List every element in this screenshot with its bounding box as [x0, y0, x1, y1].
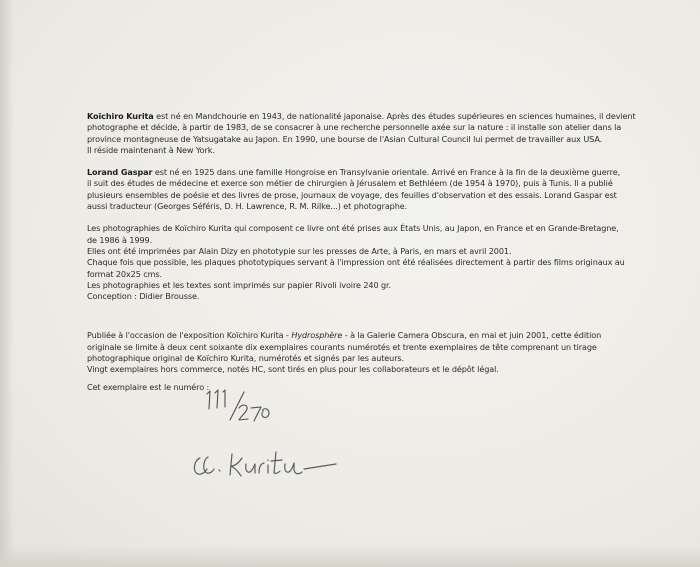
section-gap [87, 316, 617, 330]
edition-notice [87, 330, 617, 375]
credits-line-3: Elles ont été imprimées par Alain Dizy en phototypie sur les presses de Arte, à Paris, en mars et avril 2001. [87, 245, 512, 256]
colophon-text-block [87, 111, 636, 393]
gaspar-bio-line-2: il suit des études de médecine et exerce son métier de chirurgien à Jérusalem et Bethléem (de 1954 à 1970), puis à Tunis. Il a publié [87, 178, 613, 189]
gaspar-bio-text-1: est né en 1925 dans une famille Hongroise en Transylvanie orientale. Arrivé en France à la fin de la deuxième guerre, [152, 167, 621, 178]
copy-number-label: Cet exemplaire est le numéro : [87, 381, 210, 392]
credits-line-5: format 20x25 cms. [87, 268, 162, 279]
edition-line-3: photographique original de Koïchiro Kurita, numérotés et signés par les auteurs. [87, 353, 405, 364]
kurita-bio-text-1: est né en Mandchourie en 1943, de nationalité japonaise. Après des études supérieures en sciences humaines, il devient [153, 111, 636, 121]
edition-text-1b: - à la Galerie Camera Obscura, en mai et juin 2001, cette édition [344, 330, 602, 341]
edition-line-1 [87, 330, 617, 341]
edition-text-1a: Publiée à l'occasion de l'exposition Koïchiro Kurita - [87, 330, 289, 341]
kurita-name: Koïchiro Kurita [87, 111, 154, 121]
gaspar-bio-line-3: plusieurs ensembles de poésie et des livres de prose, journaux de voyage, des feuilles d'observation et des essais. Lorand Gaspar est [87, 189, 617, 200]
kurita-biography [87, 111, 636, 156]
gaspar-biography [87, 167, 621, 212]
credits-line-6: Les photographies et les textes sont imprimés sur papier Rivoli ivoire 240 gr. [87, 279, 391, 290]
edition-line-4: Vingt exemplaires hors commerce, notés HC, sont tirés en plus pour les collaborateurs et le dépôt légal. [87, 364, 499, 375]
gaspar-name: Lorand Gaspar [87, 167, 153, 178]
exhibition-title: Hydrosphère [291, 330, 343, 341]
credits-line-1: Les photographies de Koïchiro Kurita qui composent ce livre ont été prises aux États Unis, au Japon, en France et en Grande-Bretagne, [87, 223, 619, 234]
gaspar-bio-line-4: aussi traducteur (Georges Séféris, D. H. Lawrence, R. M. Rilke...) et photographe. [87, 201, 408, 212]
handwritten-copy-number [203, 386, 273, 428]
kurita-bio-line-1 [87, 111, 636, 122]
credits-line-2: de 1986 à 1999. [87, 234, 153, 245]
kurita-bio-line-4: Il réside maintenant à New York. [87, 144, 215, 155]
credits-line-7: Conception : Didier Brousse. [87, 291, 200, 302]
kurita-bio-line-2: photographe et décide, à partir de 1983, de se consacrer à une recherche personnelle axée sur la nature : il installe son atelier dans la [87, 122, 622, 133]
section-gap [87, 302, 617, 316]
edition-line-2: originale se limite à deux cent soixante dix exemplaires courants numérotés et trente exemplaires de tête comprenant un tirage [87, 341, 597, 352]
kurita-bio-line-3: province montagneuse de Yatsugatake au Japon. En 1990, une bourse de l'Asian Cultural Council lui permet de travailler aux USA. [87, 133, 603, 144]
gaspar-bio-line-1 [87, 167, 621, 178]
author-signature [186, 442, 346, 486]
credits-line-4: Chaque fois que possible, les plaques phototypiques servant à l'impression ont été réalisées directement à partir des films originaux au [87, 257, 625, 268]
printing-credits [87, 223, 625, 302]
